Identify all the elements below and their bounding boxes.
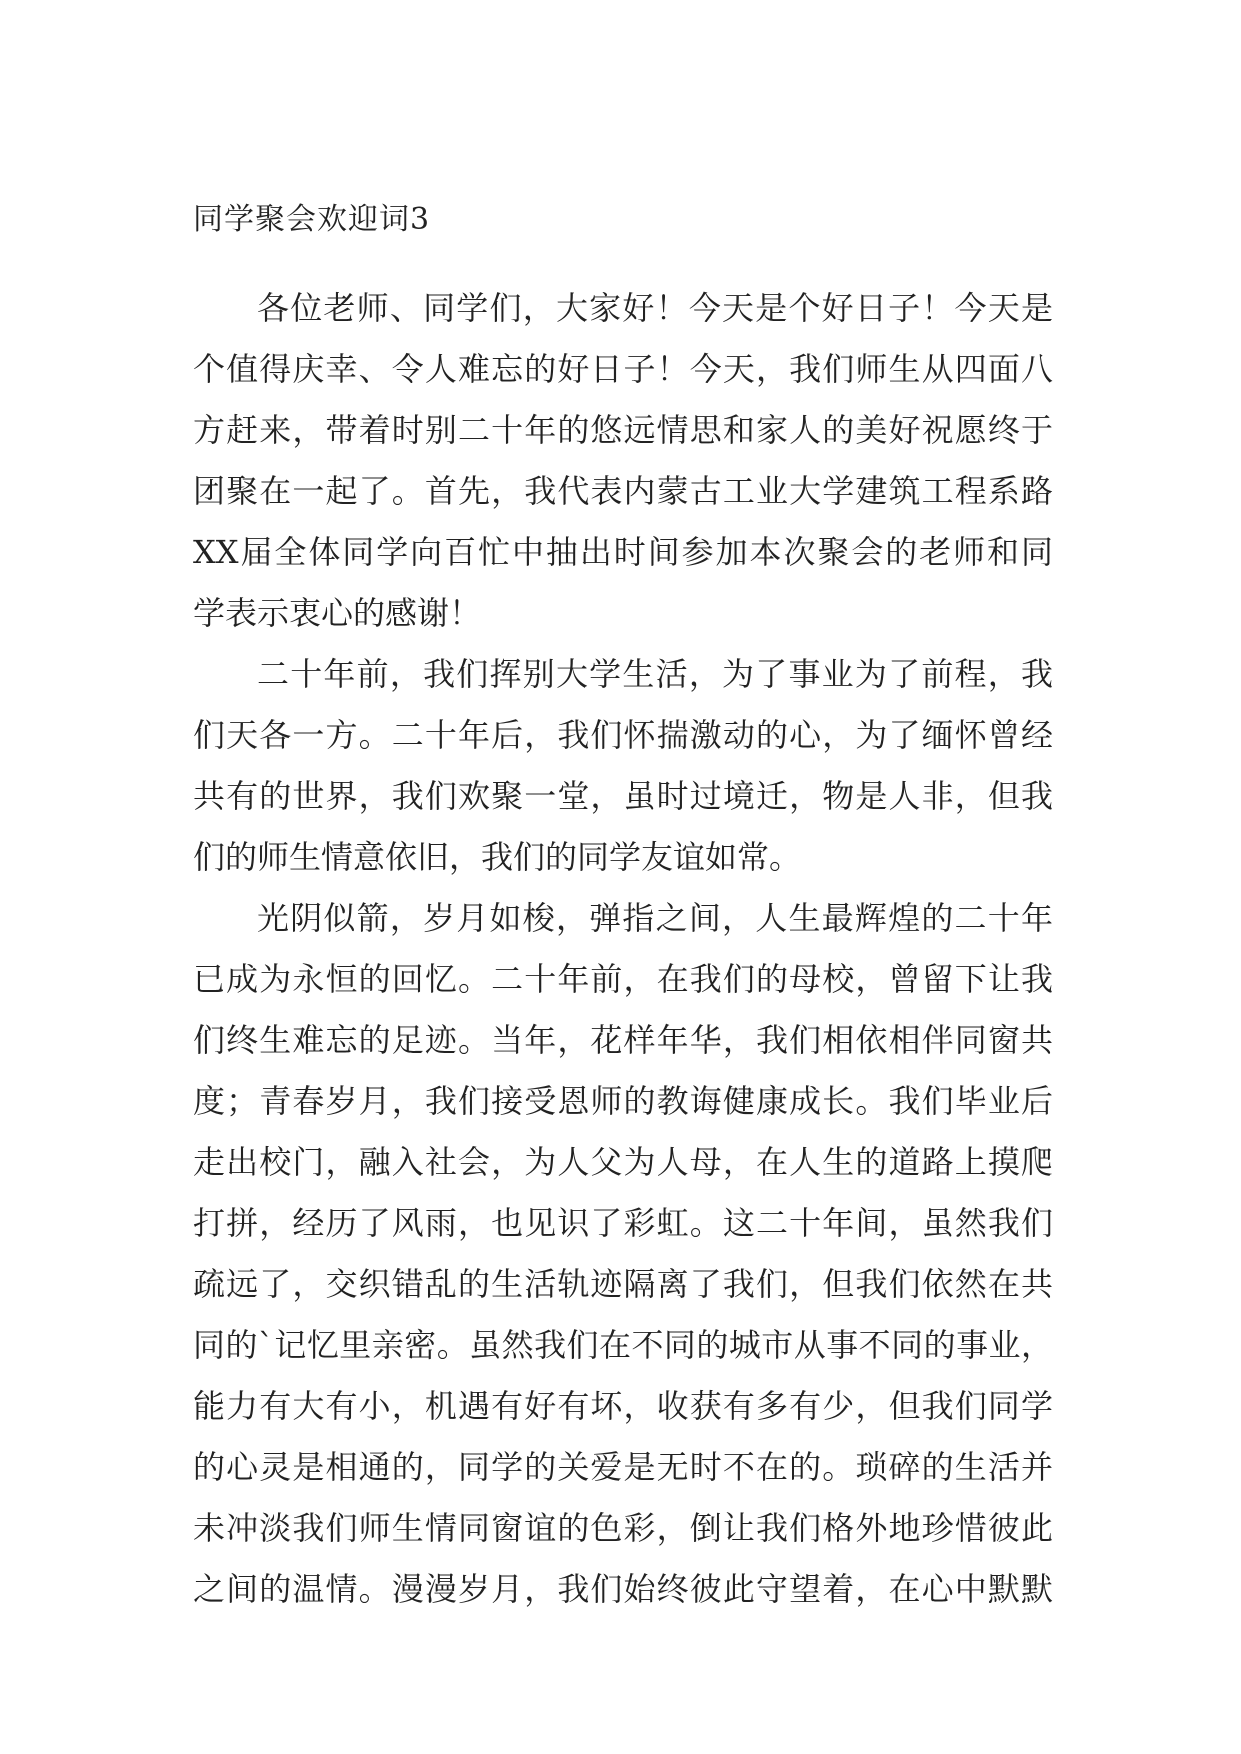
text-line: 们的师生情意依旧，我们的同学友谊如常。 <box>193 838 802 876</box>
text-line: 个值得庆幸、令人难忘的好日子！今天，我们师生从四面八 <box>193 350 1053 388</box>
paragraph-twenty-years <box>193 644 1053 888</box>
text-line: 团聚在一起了。首先，我代表内蒙古工业大学建筑工程系路 <box>193 472 1053 510</box>
text-line: 打拼，经历了风雨，也见识了彩虹。这二十年间，虽然我们 <box>193 1204 1053 1242</box>
text-line: 们终生难忘的足迹。当年，花样年华，我们相依相伴同窗共 <box>193 1021 1053 1059</box>
text-line: 疏远了，交织错乱的生活轨迹隔离了我们，但我们依然在共 <box>193 1265 1053 1303</box>
paragraph-greeting <box>193 278 1053 644</box>
text-line: 之间的温情。漫漫岁月，我们始终彼此守望着，在心中默默 <box>193 1570 1053 1608</box>
text-line: 未冲淡我们师生情同窗谊的色彩，倒让我们格外地珍惜彼此 <box>193 1509 1053 1547</box>
text-line: 度；青春岁月，我们接受恩师的教诲健康成长。我们毕业后 <box>193 1082 1053 1120</box>
text-line: 同的`记忆里亲密。虽然我们在不同的城市从事不同的事业， <box>193 1326 1053 1364</box>
text-line: 能力有大有小，机遇有好有坏，收获有多有少，但我们同学 <box>193 1387 1053 1425</box>
paragraph-time-flies <box>193 888 1053 1620</box>
text-line: 们天各一方。二十年后，我们怀揣激动的心，为了缅怀曾经 <box>193 716 1053 754</box>
text-line: 光阴似箭，岁月如梭，弹指之间，人生最辉煌的二十年 <box>257 899 1053 937</box>
text-line: 学表示衷心的感谢！ <box>193 594 482 632</box>
text-line: 各位老师、同学们，大家好！今天是个好日子！今天是 <box>257 289 1053 327</box>
text-line: 共有的世界，我们欢聚一堂，虽时过境迁，物是人非，但我 <box>193 777 1053 815</box>
text-line: 二十年前，我们挥别大学生活，为了事业为了前程，我 <box>257 655 1053 693</box>
text-line: 的心灵是相通的，同学的关爱是无时不在的。琐碎的生活并 <box>193 1448 1053 1486</box>
text-line: 走出校门，融入社会，为人父为人母，在人生的道路上摸爬 <box>193 1143 1053 1181</box>
text-line: 方赶来，带着时别二十年的悠远情思和家人的美好祝愿终于 <box>193 411 1053 449</box>
text-line: XX届全体同学向百忙中抽出时间参加本次聚会的老师和同 <box>193 533 1053 571</box>
document-title: 同学聚会欢迎词3 <box>193 202 431 237</box>
text-line: 已成为永恒的回忆。二十年前，在我们的母校，曾留下让我 <box>193 960 1053 998</box>
document-body <box>193 278 1053 1620</box>
